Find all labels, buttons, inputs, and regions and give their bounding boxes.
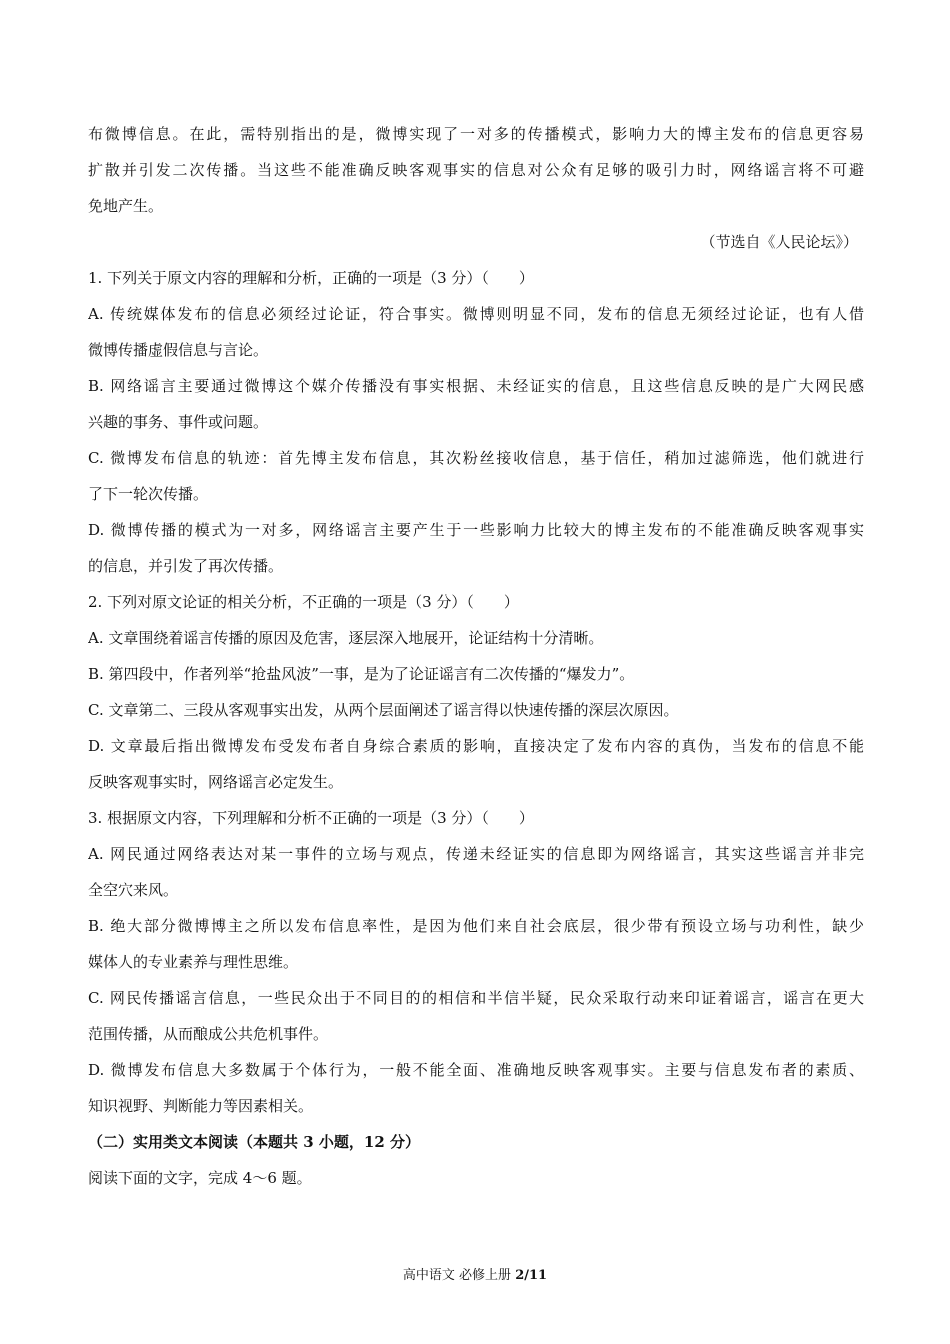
text-line: （二）实用类文本阅读（本题共 3 小题，12 分） <box>88 1133 420 1151</box>
text-line: 2. 下列对原文论证的相关分析，不正确的一项是（3 分）（ ） <box>88 593 519 611</box>
text-line: B. 第四段中，作者列举“抢盐风波”一事，是为了论证谣言有二次传播的“爆发力”。 <box>88 665 635 683</box>
text-line: D. 文章最后指出微博发布受发布者自身综合素质的影响，直接决定了发布内容的真伪，当发布的信息不能 <box>88 737 864 755</box>
footer-label: 高中语文 必修上册 <box>402 1268 516 1283</box>
text-line: 反映客观事实时，网络谣言必定发生。 <box>88 773 344 791</box>
text-line: C. 文章第二、三段从客观事实出发，从两个层面阐述了谣言得以快速传播的深层次原因。 <box>88 701 679 719</box>
text-line: 3. 根据原文内容，下列理解和分析不正确的一项是（3 分）（ ） <box>88 809 534 827</box>
text-line: C. 网民传播谣言信息，一些民众出于不同目的的相信和半信半疑，民众采取行动来印证着谣言，谣言在更大 <box>88 989 864 1007</box>
text-line: 1. 下列关于原文内容的理解和分析，正确的一项是（3 分）（ ） <box>88 269 534 287</box>
text-line: 阅读下面的文字，完成 4～6 题。 <box>88 1169 312 1187</box>
text-line: B. 绝大部分微博博主之所以发布信息率性，是因为他们来自社会底层，很少带有预设立场与功利性，缺少 <box>88 917 864 935</box>
text-line: 了下一轮次传播。 <box>88 485 209 503</box>
text-line: D. 微博传播的模式为一对多，网络谣言主要产生于一些影响力比较大的博主发布的不能准确反映客观事实 <box>88 521 864 539</box>
text-line: 知识视野、判断能力等因素相关。 <box>88 1097 314 1115</box>
text-line: B. 网络谣言主要通过微博这个媒介传播没有事实根据、未经证实的信息，且这些信息反映的是广大网民感 <box>88 377 864 395</box>
text-line: 微博传播虚假信息与言论。 <box>88 341 269 359</box>
text-line: 范围传播，从而酿成公共危机事件。 <box>88 1025 329 1043</box>
text-line: 媒体人的专业素养与理性思维。 <box>88 953 299 971</box>
page-footer <box>0 1267 950 1285</box>
text-line: A. 传统媒体发布的信息必须经过论证，符合事实。微博则明显不同，发布的信息无须经过论证，也有人借 <box>88 305 864 323</box>
text-line: D. 微博发布信息大多数属于个体行为，一般不能全面、准确地反映客观事实。主要与信息发布者的素质、 <box>88 1061 864 1079</box>
text-line: 扩散并引发二次传播。当这些不能准确反映客观事实的信息对公众有足够的吸引力时，网络谣言将不可避 <box>88 161 864 179</box>
page-number: 2/11 <box>515 1268 548 1283</box>
text-line: 兴趣的事务、事件或问题。 <box>88 413 269 431</box>
text-line: 布微博信息。在此，需特别指出的是，微博实现了一对多的传播模式，影响力大的博主发布的信息更容易 <box>88 125 864 143</box>
text-line: A. 文章围绕着谣言传播的原因及危害，逐层深入地展开，论证结构十分清晰。 <box>88 629 604 647</box>
text-line: 的信息，并引发了再次传播。 <box>88 557 284 575</box>
text-line: 全空穴来风。 <box>88 881 179 899</box>
text-line: 免地产生。 <box>88 197 164 215</box>
body-text <box>88 116 864 1196</box>
text-line: （节选自《人民论坛》） <box>700 233 858 251</box>
text-line: A. 网民通过网络表达对某一事件的立场与观点，传递未经证实的信息即为网络谣言，其实这些谣言并非完 <box>88 845 864 863</box>
text-line: C. 微博发布信息的轨迹：首先博主发布信息，其次粉丝接收信息，基于信任，稍加过滤筛选，他们就进行 <box>88 449 864 467</box>
